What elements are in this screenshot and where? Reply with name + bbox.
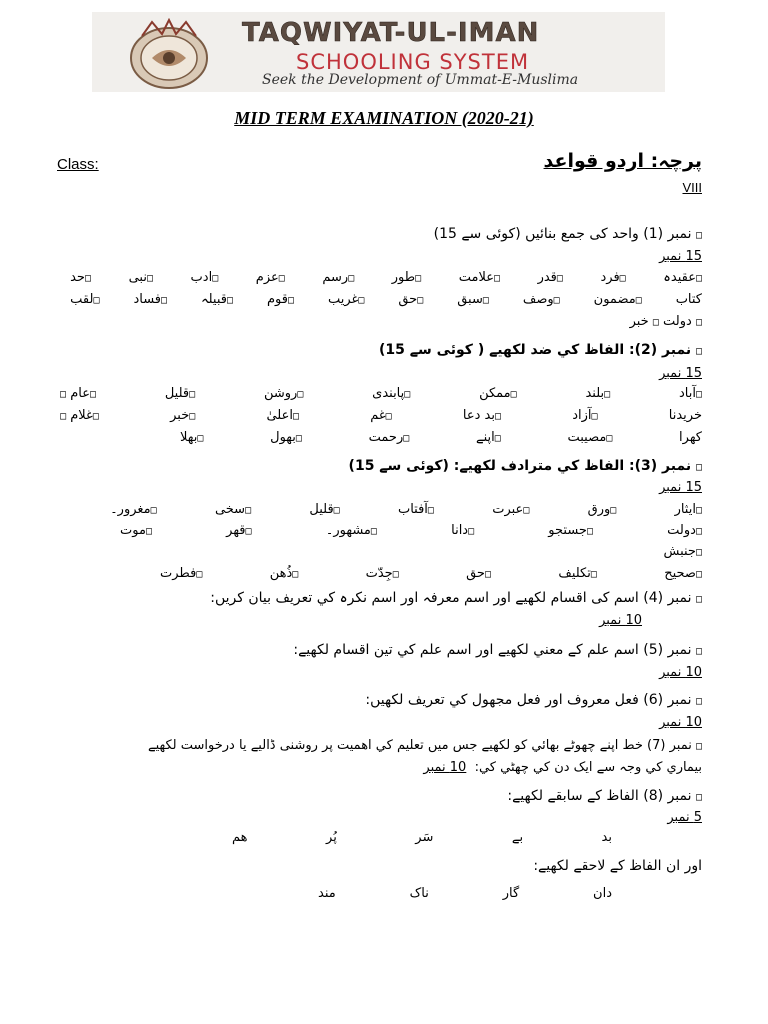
class-label: Class: bbox=[57, 156, 99, 173]
question-1-marks: 15 نمبر bbox=[659, 249, 702, 264]
question-2: □ نمبر (2): الفاظ کي ضد لکھیے ( کوئی سے 15) bbox=[379, 342, 702, 358]
word-option: □تکلیف bbox=[558, 566, 597, 581]
word-option: □ادب bbox=[190, 270, 219, 285]
word-option: □بھلا bbox=[180, 430, 204, 445]
question-8-marks: 5 نمبر bbox=[667, 810, 702, 825]
question-7-marks: 10 نمبر bbox=[423, 760, 467, 775]
word-option: □پابندی bbox=[372, 386, 411, 401]
question-2-row-2 bbox=[60, 408, 702, 423]
question-8: □ نمبر (8) الفاظ کے سابقے لکھیے: bbox=[507, 788, 702, 804]
word-option: □عقیدہ bbox=[663, 270, 702, 285]
word-option: کھرا bbox=[679, 430, 702, 445]
word-option: □آباد bbox=[678, 386, 702, 401]
word-option: □قوم bbox=[266, 292, 294, 307]
prefix-word: پُر bbox=[326, 830, 337, 845]
word-option: □عزم bbox=[255, 270, 285, 285]
word-option: □غلام □ bbox=[60, 408, 99, 423]
question-3-row-3: □جنبش bbox=[663, 544, 702, 559]
question-4: □ نمبر (4) اسم کی اقسام لکھیے اور اسم معرفہ اور اسم نکرہ کي تعریف بیان کریں: bbox=[210, 590, 702, 606]
word-option: □دانا bbox=[451, 523, 475, 538]
suffix-word: گار bbox=[502, 886, 520, 901]
word-option: □نبی bbox=[128, 270, 153, 285]
question-3-row-1 bbox=[110, 502, 702, 517]
word-option: □جستجو bbox=[548, 523, 593, 538]
word-option: □لقب bbox=[70, 292, 100, 307]
question-5: □ نمبر (5) اسم علم کے معني لکھیے اور اسم علم کي تین اقسام لکھیے: bbox=[293, 642, 702, 658]
word-option: □فرد bbox=[600, 270, 626, 285]
question-5-marks: 10 نمبر bbox=[659, 665, 702, 680]
word-option: □قھر bbox=[226, 523, 252, 538]
question-1-row-2 bbox=[70, 292, 702, 307]
question-2-row-3 bbox=[180, 430, 702, 445]
question-4-marks: 10 نمبر bbox=[599, 613, 642, 628]
word-option: □مشھور۔ bbox=[325, 523, 377, 538]
word-option: □روشن bbox=[263, 386, 304, 401]
grade-label: VIII bbox=[682, 180, 702, 195]
question-1-row-1 bbox=[70, 270, 702, 285]
word-option: □آفتاب bbox=[397, 502, 434, 517]
word-option: □وصف bbox=[522, 292, 560, 307]
question-1: □ نمبر (1) واحد کی جمع بنائیں (کوئی سے 15) bbox=[433, 226, 702, 242]
question-7-line-1: □ نمبر (7) خط اپنے چھوٹے بھائي کو لکھیے جس میں تعلیم کي اھمیت پر روشنی ڈالیے یا درخواست لکھیے bbox=[147, 738, 702, 753]
word-option: □خبر bbox=[170, 408, 196, 423]
brand-tagline: Seek the Development of Ummat-E-Muslima bbox=[262, 72, 579, 88]
question-3-row-2 bbox=[120, 523, 702, 538]
question-6-marks: 10 نمبر bbox=[659, 715, 702, 730]
word-option: □قلیل bbox=[164, 386, 196, 401]
question-7-line-2: بیماري کي وجہ سے ایک دن کي چھٹي کي: 10 نمبر bbox=[423, 760, 702, 775]
prefix-word: سَر bbox=[415, 830, 434, 845]
word-option: □اپنے bbox=[475, 430, 501, 445]
word-option: □ایثار bbox=[674, 502, 702, 517]
word-option: □رحمت bbox=[368, 430, 410, 445]
brand-title: TAQWIYAT-UL-IMAN bbox=[242, 18, 540, 48]
word-option: □جِدّت bbox=[365, 566, 399, 581]
suffix-word-row bbox=[318, 886, 612, 901]
suffix-word: ناک bbox=[409, 886, 429, 901]
word-option: □عام □ bbox=[60, 386, 97, 401]
prefix-word: بد bbox=[601, 830, 612, 845]
word-option: □فساد bbox=[133, 292, 168, 307]
suffix-instruction: اور ان الفاظ کے لاحقے لکھیے: bbox=[533, 858, 702, 874]
word-option: □بلند bbox=[585, 386, 611, 401]
word-option: □مضمون bbox=[593, 292, 642, 307]
word-option: □حد bbox=[70, 270, 91, 285]
word-option: □عبرت bbox=[492, 502, 530, 517]
prefix-word-row bbox=[232, 830, 612, 845]
question-2-marks: 15 نمبر bbox=[659, 366, 702, 381]
suffix-word: مند bbox=[318, 886, 336, 901]
word-option: □قبیلہ bbox=[201, 292, 234, 307]
question-3-row-4 bbox=[160, 566, 702, 581]
word-option: □ورق bbox=[587, 502, 617, 517]
question-1-row-3: □ دولت □ خبر bbox=[629, 314, 702, 329]
word-option: □موت bbox=[120, 523, 152, 538]
word-option: □آزاد bbox=[572, 408, 598, 423]
question-6: □ نمبر (6) فعل معروف اور فعل مجھول کي تعریف لکھیں: bbox=[365, 692, 702, 708]
exam-title: MID TERM EXAMINATION (2020-21) bbox=[234, 108, 534, 128]
word-option: □صحیح bbox=[664, 566, 702, 581]
word-option: □مصیبت bbox=[567, 430, 613, 445]
word-option: □اعلیٰ bbox=[266, 408, 300, 423]
word-option: □حق bbox=[398, 292, 424, 307]
word-option: □سخی bbox=[214, 502, 252, 517]
word-option: □دولت bbox=[667, 523, 702, 538]
word-option: کتاب bbox=[675, 292, 702, 307]
prefix-word: ھم bbox=[232, 830, 248, 845]
brand-subtitle: SCHOOLING SYSTEM bbox=[296, 50, 530, 74]
word-option: □غم bbox=[370, 408, 392, 423]
prefix-word: بے bbox=[511, 830, 524, 845]
word-option: □غریب bbox=[327, 292, 365, 307]
word-option: □قلیل bbox=[309, 502, 340, 517]
suffix-word: دان bbox=[593, 886, 612, 901]
school-logo-emblem bbox=[122, 18, 216, 90]
word-option: □بھول bbox=[270, 430, 302, 445]
word-option: □رسم bbox=[322, 270, 355, 285]
school-banner bbox=[92, 12, 665, 92]
word-option: □حق bbox=[466, 566, 492, 581]
word-option: □علامت bbox=[458, 270, 500, 285]
word-option: □بد دعا bbox=[462, 408, 502, 423]
question-3: □ نمبر (3): الفاظ کي مترادف لکھیے: (کوئی سے 15) bbox=[348, 458, 702, 474]
word-option: □سبق bbox=[457, 292, 489, 307]
question-3-marks: 15 نمبر bbox=[659, 480, 702, 495]
question-2-row-1 bbox=[60, 386, 702, 401]
word-option: خریدنا bbox=[668, 408, 702, 423]
word-option: □فطرت bbox=[160, 566, 203, 581]
word-option: □ممکن bbox=[479, 386, 517, 401]
paper-subject-label: پرچہ: اردو قواعد bbox=[543, 150, 702, 172]
word-option: □مغرور۔ bbox=[110, 502, 157, 517]
word-option: □ذُھن bbox=[269, 566, 299, 581]
word-option: □طور bbox=[391, 270, 422, 285]
word-option: □قدر bbox=[537, 270, 563, 285]
